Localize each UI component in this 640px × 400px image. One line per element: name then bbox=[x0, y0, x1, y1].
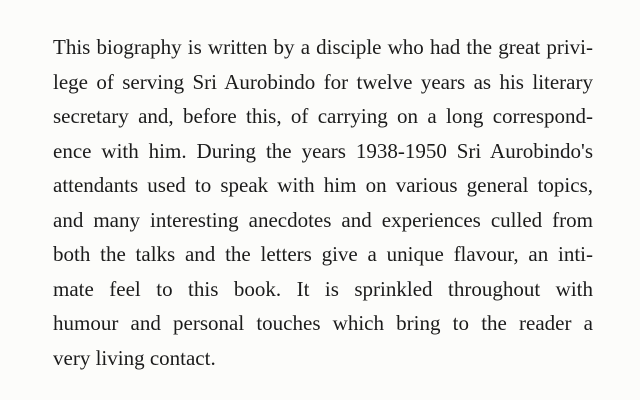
paragraph-line: both the talks and the letters give a unique flavour, an inti- bbox=[53, 242, 593, 266]
paragraph-line: attendants used to speak with him on various general topics, bbox=[53, 173, 593, 197]
paragraph-line: secretary and, before this, of carrying on a long correspond- bbox=[53, 104, 593, 128]
paragraph-line: This biography is written by a disciple who had the great privi- bbox=[53, 35, 593, 59]
paragraph-line: ence with him. During the years 1938-1950 Sri Aurobindo's bbox=[53, 138, 593, 163]
paragraph-line: lege of serving Sri Aurobindo for twelve years as his literary bbox=[53, 69, 593, 94]
blurb-paragraph bbox=[53, 30, 593, 375]
paragraph-line: humour and personal touches which bring to the reader a bbox=[53, 311, 593, 335]
paragraph-line-last: very living contact. bbox=[53, 345, 216, 370]
paragraph-line: and many interesting anecdotes and experiences culled from bbox=[53, 207, 593, 232]
paragraph-line: mate feel to this book. It is sprinkled throughout with bbox=[53, 276, 593, 301]
